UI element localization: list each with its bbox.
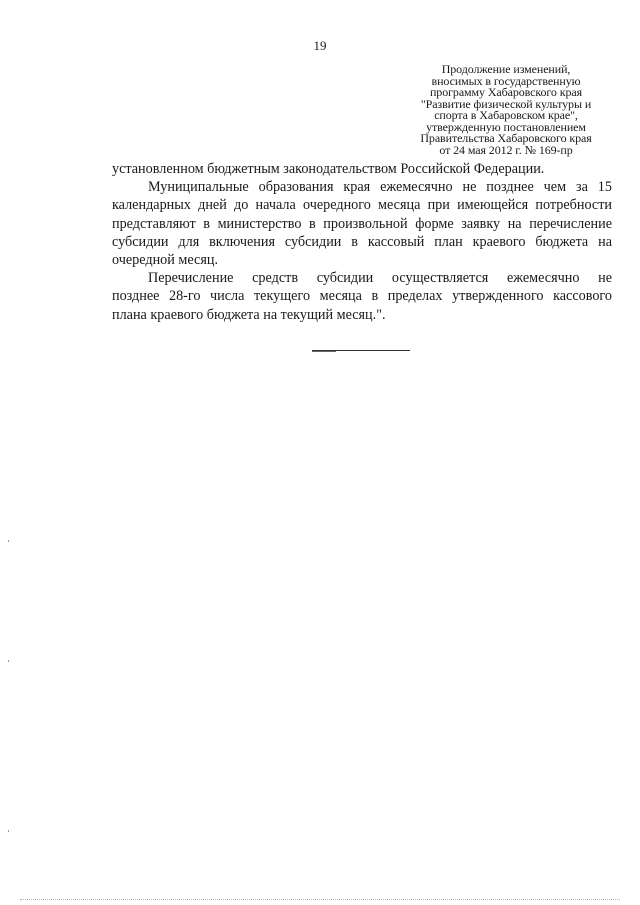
text-line: Муниципальные образования края ежемесячно не позднее чем за 15 [148, 179, 612, 196]
paragraph-1 [112, 160, 612, 178]
scan-artifact [8, 830, 9, 832]
scan-bottom-edge [20, 899, 620, 900]
header-note [400, 64, 612, 156]
header-note-line: программу Хабаровского края [429, 85, 583, 99]
text-line: позднее 28-го числа текущего месяца в пределах утвержденного кассового [112, 288, 612, 305]
header-note-line: Правительства Хабаровского края [420, 131, 592, 145]
text-line: представляют в министерство в произвольной форме заявку на перечисление [112, 215, 612, 232]
text-line: установленном бюджетным законодательством Российской Федерации. [112, 161, 545, 177]
text-line: очередной месяц. [112, 252, 218, 269]
page-number: 19 [313, 38, 327, 53]
end-of-text-rule-mark [312, 351, 336, 352]
scan-artifact [8, 660, 9, 662]
text-line: субсидии для включения субсидии в кассовый план краевого бюджета на [112, 233, 612, 250]
scan-artifact [8, 540, 9, 542]
text-line: плана краевого бюджета на текущий месяц.". [112, 306, 386, 323]
header-note-line: "Развитие физической культуры и [420, 96, 592, 111]
header-note-line: утвержденную постановлением [426, 119, 586, 134]
body-text [112, 160, 612, 324]
text-line: календарных дней до начала очередного месяца при имеющейся потребности [112, 197, 612, 214]
header-note-line: от 24 мая 2012 г. № 169-пр [439, 142, 573, 157]
paragraph-2 [112, 178, 612, 269]
paragraph-3 [112, 269, 612, 324]
header-note-line: вносимых в государственную [431, 73, 581, 88]
header-note-line: спорта в Хабаровском крае", [434, 108, 578, 122]
header-note-line: Продолжение изменений, [441, 62, 571, 76]
text-line: Перечисление средств субсидии осуществляется ежемесячно не [148, 270, 612, 287]
